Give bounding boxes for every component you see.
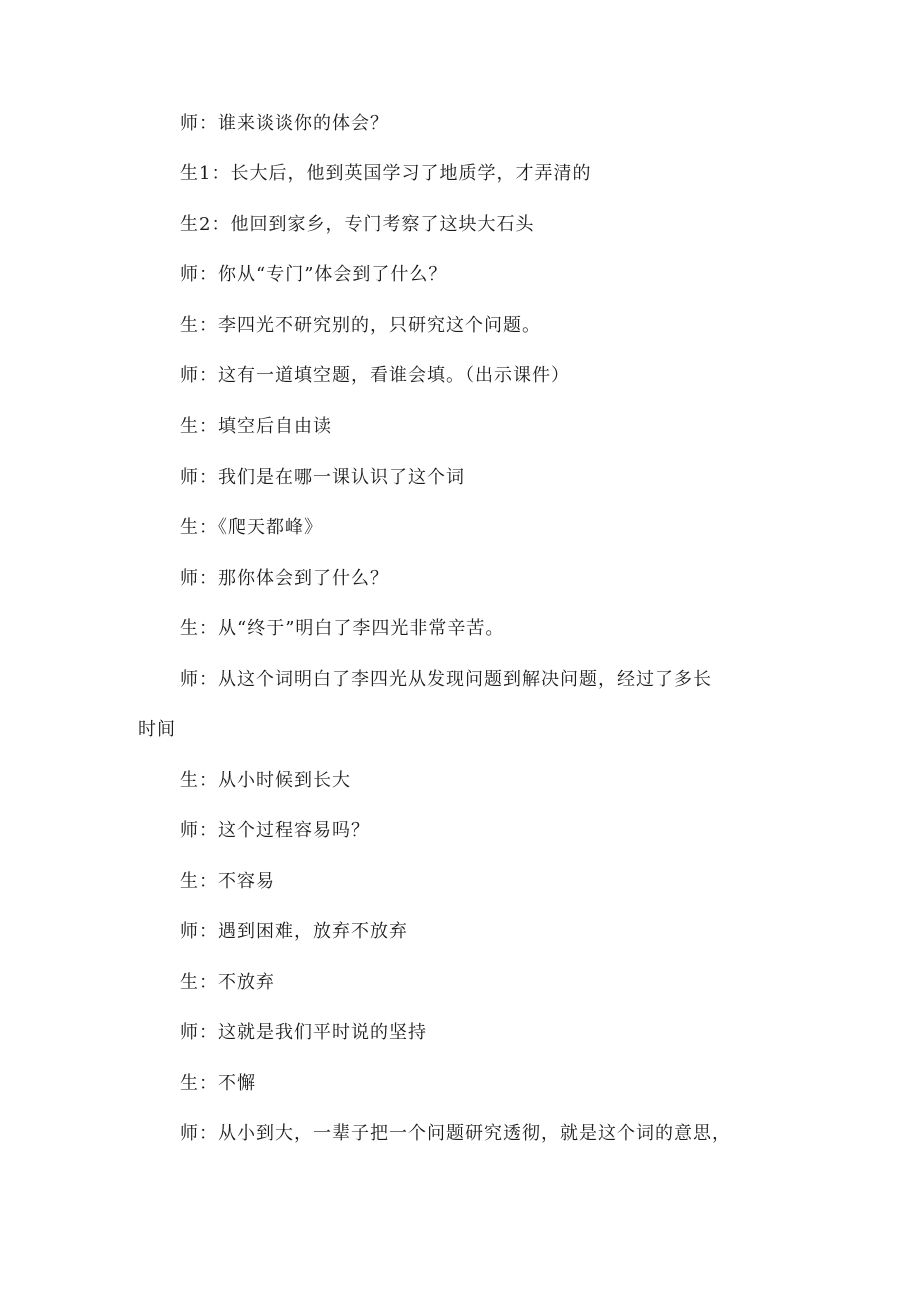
dialogue-line-continuation: 时间 <box>138 719 176 740</box>
dialogue-line: 生1：长大后，他到英国学习了地质学，才弄清的 <box>180 163 592 184</box>
dialogue-line: 生2：他回到家乡，专门考察了这块大石头 <box>180 214 535 235</box>
dialogue-line: 生：李四光不研究别的，只研究这个问题。 <box>180 315 541 336</box>
dialogue-line: 生：《爬天都峰》 <box>180 517 323 538</box>
dialogue-line: 生：填空后自由读 <box>180 416 332 437</box>
dialogue-line: 师：遇到困难，放弃不放弃 <box>180 921 408 942</box>
dialogue-line: 生：从“终于”明白了李四光非常辛苦。 <box>180 618 505 639</box>
dialogue-line: 师：那你体会到了什么？ <box>180 568 389 589</box>
dialogue-line: 生：不容易 <box>180 871 275 892</box>
dialogue-line: 师：你从“专门”体会到了什么？ <box>180 264 448 285</box>
dialogue-line: 师：从这个词明白了李四光从发现问题到解决问题，经过了多长 <box>180 669 712 690</box>
dialogue-line: 师：这个过程容易吗？ <box>180 820 370 841</box>
dialogue-line: 师：谁来谈谈你的体会？ <box>180 113 389 134</box>
dialogue-line: 生：从小时候到长大 <box>180 770 351 791</box>
dialogue-line: 师：从小到大，一辈子把一个问题研究透彻，就是这个词的意思， <box>180 1123 731 1144</box>
dialogue-line: 生：不懈 <box>180 1073 256 1094</box>
dialogue-line: 生：不放弃 <box>180 972 275 993</box>
dialogue-line: 师：这有一道填空题，看谁会填。（出示课件） <box>180 365 570 386</box>
dialogue-line: 师：这就是我们平时说的坚持 <box>180 1022 427 1043</box>
dialogue-line: 师：我们是在哪一课认识了这个词 <box>180 467 465 488</box>
